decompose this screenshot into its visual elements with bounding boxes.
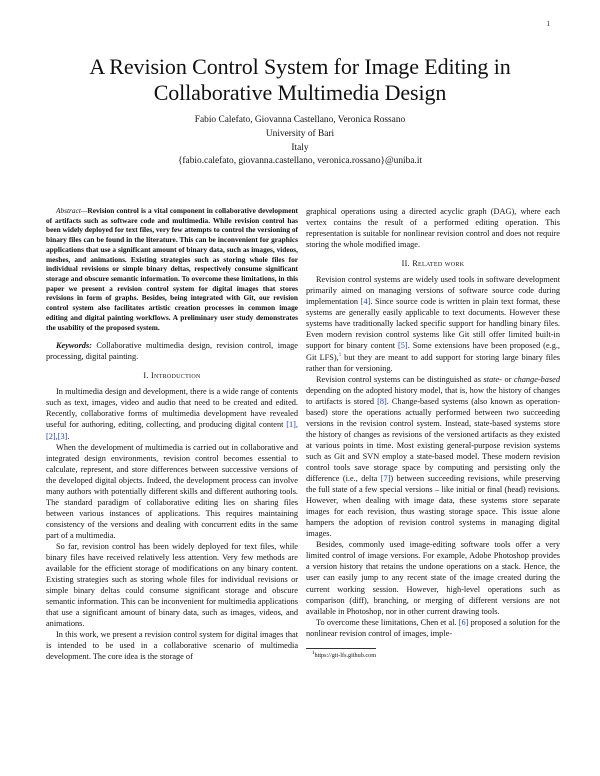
continued-paragraph: graphical operations using a directed acyclic graph (DAG), where each vertex contains the result of a performed editing operation. This representation is suitable for nonlinear revision control and does not require storing the whole modified image. <box>306 207 560 250</box>
text-run: depending on the adopted history model, that is, how the history of changes to artifacts is stored <box>306 385 560 406</box>
related-work-paragraph: Besides, commonly used image-editing software tools offer a very limited control of image versions. For example, Adobe Photoshop provides a version history that retains the undone operations on a stack. Hence, the user can easily jump to any recent state of the image created during the current working session. However, high-level operations such as comparison (diff), branching, or merging of different versions are not available in Photoshop, nor in other current drawing tools. <box>306 540 560 616</box>
footnote-number: 1 <box>312 650 315 656</box>
citation-link[interactable]: [7] <box>380 474 391 484</box>
intro-paragraph <box>46 386 298 441</box>
emphasis: state- <box>483 374 502 384</box>
affiliation: University of Bari <box>265 128 335 139</box>
text-run: . Change-based systems (also known as operation-based) store the operations actually performed between two succeeding versions in the revision control system. Instead, state-based systems store the history of changes as revisions of the versioned artifacts as they existed at various points in time. Most existing general-purpose revision systems such as Git and SVN employ a state-based model. These modern revision control tools save storage space by computing and persisting only the difference (i.e., delta <box>306 396 561 484</box>
text-run: In multimedia design and development, there is a wide range of contents such as text, images, video and audio that need to be created and edited. Recently, collaborative forms of multimedia development have revealed useful for authoring, editing, collecting, and producing digital content <box>46 387 298 430</box>
intro-paragraph: So far, revision control has been widely deployed for text files, while binary files have received relatively less attention. Very few methods are available for the efficient storage of modifications on any binary content. Existing strategies such as storing whole files for individual revisions or simple binary deltas could consume significant storage and obscure semantic information. This can be inconvenient for multimedia applications that use a significant amount of binary data, such as images, videos, and animations. <box>46 542 298 629</box>
section-number: II. <box>401 259 413 269</box>
paper-title <box>40 54 560 106</box>
left-column <box>46 206 298 663</box>
citation-link[interactable]: [5] <box>398 341 408 351</box>
footnote-url[interactable]: https://git-lfs.github.com <box>314 651 377 659</box>
citation-link[interactable]: [4] <box>360 297 371 307</box>
footnote-marker[interactable]: 1 <box>338 352 342 358</box>
keywords-text: Collaborative multimedia design, revision control, image processing, digital painting. <box>46 341 298 362</box>
section-number: I. <box>143 371 151 381</box>
footnote <box>306 652 560 660</box>
text-run: . Some extensions have been proposed (e.g., Git LFS), <box>306 341 560 362</box>
title-line-2: Collaborative Multimedia Design <box>153 80 447 105</box>
right-column <box>306 206 560 660</box>
citation-link[interactable]: [6] <box>458 617 469 627</box>
author-block <box>40 114 560 169</box>
abstract-lead: Abstract— <box>56 206 88 215</box>
abstract <box>46 206 298 332</box>
text-run: . Since source code is written in plain text format, these systems are generally easily applicable to text documents. However these systems have traditionally lacked specific support for handling binary files. Even modern revision control systems like Git still offer limited built-in support for binary content <box>306 297 560 351</box>
text-run: but they are meant to add support for storing large binary files rather than for versioning. <box>306 352 560 373</box>
related-work-paragraph <box>306 617 560 639</box>
country: Italy <box>291 142 309 153</box>
text-run: ) between succeeding revisions, while preserving the full state of a few special versions – like initial or final (head) revisions. However, when dealing with image data, these systems store separate images for each revision, thus wasting storage space. This issue alone hampers the adoption of revision control systems in managing digital images. <box>306 474 560 539</box>
section-title: Related work <box>412 259 465 269</box>
keywords <box>46 340 298 362</box>
text-run: To overcome these limitations, Chen et al. <box>316 617 459 627</box>
section-title: Introduction <box>151 371 201 381</box>
intro-paragraph: In this work, we present a revision control system for digital images that is intended to be used in a collaborative scenario of multimedia development. The core idea is the storage of <box>46 630 298 662</box>
abstract-text: Revision control is a vital component in collaborative development of artifacts such as software code and multimedia. While revision control has been widely deployed for text files, very few attempts to control the versioning of binary files can be found in the literature. This can be inconvenient for graphics applications that use a significant amount of binary data, such as images, videos, meshes, and animations. Existing strategies such as storing whole files for individual revisions or simple binary deltas, respectively consume significant storage and obscure semantic information. To overcome these limitations, in this paper we present a revision control system for digital images that stores revisions in form of graphs. Besides, being integrated with Git, our revision control system also facilitates artistic creation processes in common image editing and digital painting workflows. A preliminary user study demonstrates the usability of the proposed system. <box>46 206 298 332</box>
footnote-divider <box>306 648 376 649</box>
text-run: or <box>501 374 514 384</box>
emphasis: change-based <box>513 374 561 384</box>
intro-paragraph: When the development of multimedia is carried out in collaborative and integrated design environments, revision control becomes essential to calculate, represent, and store differences between successive versions of the developed digital objects. Indeed, the development process can involve many authors with potentially different skills and different authoring tools. The standard paradigm of collaborative editing lies on sharing files between various instances of applications. This requires maintaining consistency of the versions and dealing with concurrent edits in the same part of a multimedia. <box>46 442 298 540</box>
text-run: proposed a solution for the nonlinear revision control of images, imple- <box>306 617 560 638</box>
title-line-1: A Revision Control System for Image Editing in <box>89 54 511 79</box>
author-names: Fabio Calefato, Giovanna Castellano, Veronica Rossano <box>194 115 406 125</box>
text-run: . <box>67 431 70 441</box>
keywords-lead: Keywords: <box>56 341 92 351</box>
citation-link[interactable]: [1],[2],[3] <box>46 420 298 441</box>
page-number: 1 <box>546 20 550 28</box>
text-run: Revision control systems are widely used tools in software development primarily aimed on managing versions of software source code during implementation <box>306 275 560 307</box>
related-work-paragraph <box>306 274 560 373</box>
related-work-paragraph <box>306 374 560 540</box>
author-emails: {fabio.calefato, giovanna.castellano, veronica.rossano}@uniba.it <box>177 156 423 167</box>
section-heading-introduction <box>46 371 298 380</box>
section-heading-related-work <box>306 259 560 268</box>
citation-link[interactable]: [8] <box>377 396 387 406</box>
text-run: Revision control systems can be distinguished as <box>316 374 484 384</box>
